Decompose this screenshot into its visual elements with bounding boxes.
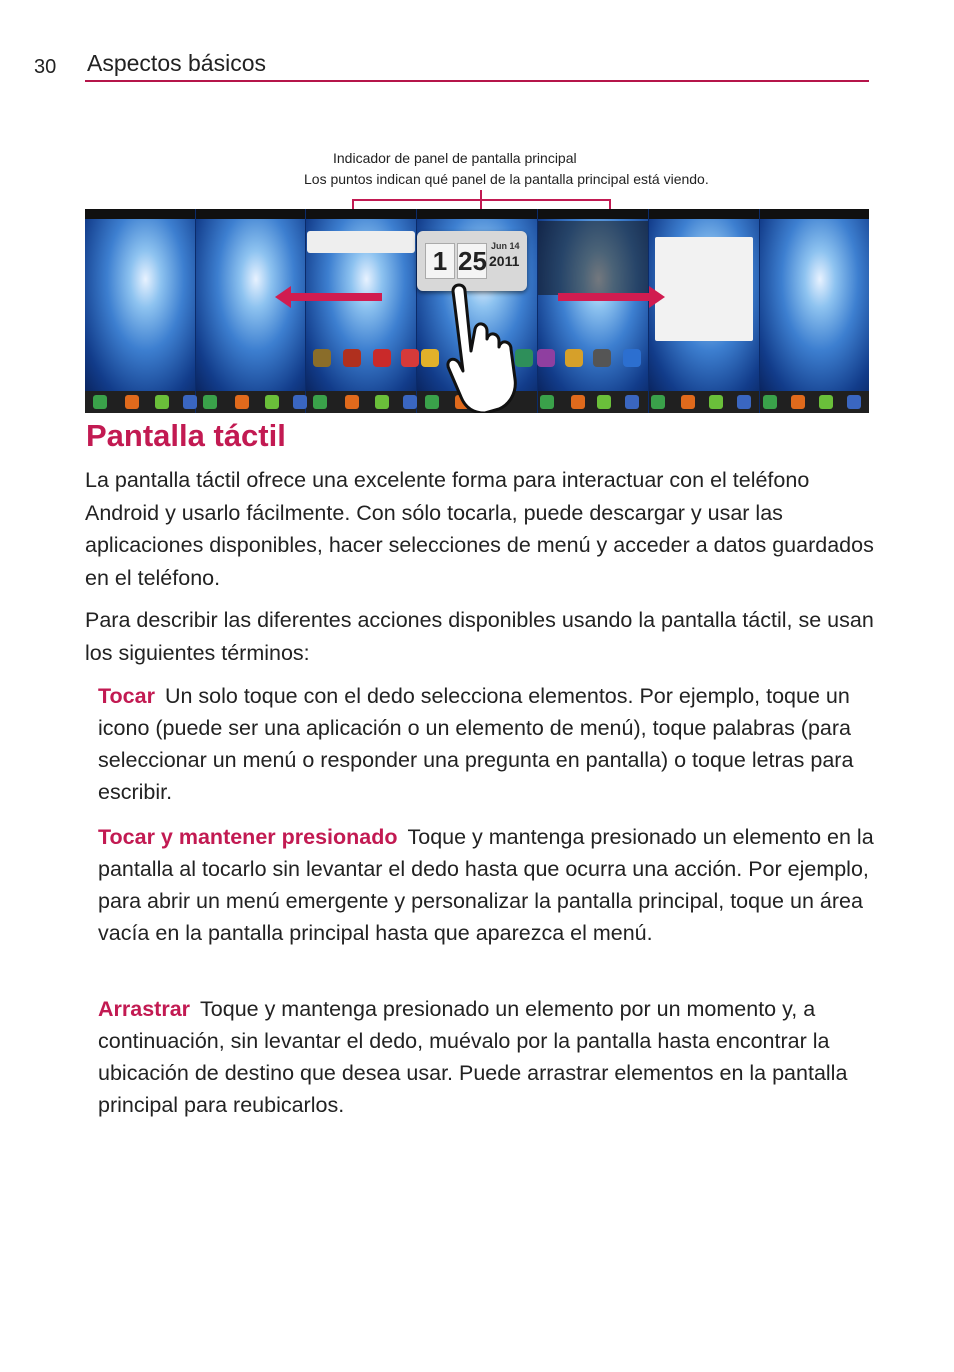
contacts-icon bbox=[125, 395, 139, 409]
term-item-arrastrar bbox=[98, 993, 876, 1121]
pointing-hand-icon bbox=[435, 281, 535, 413]
clock-date: Jun 14 bbox=[491, 241, 520, 251]
home-panel-1 bbox=[85, 209, 195, 413]
figure-caption-title: Indicador de panel de pantalla principal bbox=[333, 150, 577, 166]
contacts-icon bbox=[791, 395, 805, 409]
contacts-icon bbox=[235, 395, 249, 409]
apps-icon bbox=[183, 395, 197, 409]
section-title: Aspectos básicos bbox=[87, 50, 266, 76]
app-icon bbox=[313, 349, 331, 367]
app-icon bbox=[565, 349, 583, 367]
messaging-icon bbox=[155, 395, 169, 409]
app-icon bbox=[537, 349, 555, 367]
term-label: Tocar y mantener presionado bbox=[98, 825, 398, 849]
app-icon bbox=[623, 349, 641, 367]
messaging-icon bbox=[265, 395, 279, 409]
home-panel-7 bbox=[760, 209, 869, 413]
home-panel-2 bbox=[196, 209, 305, 413]
apps-icon bbox=[847, 395, 861, 409]
messaging-icon bbox=[819, 395, 833, 409]
term-item-tocar-y-mantener bbox=[98, 821, 876, 949]
term-label: Arrastrar bbox=[98, 997, 191, 1021]
apps-icon bbox=[737, 395, 751, 409]
messages-widget bbox=[538, 221, 648, 295]
page-heading: Pantalla táctil bbox=[86, 418, 286, 453]
messaging-icon bbox=[597, 395, 611, 409]
favorite-contact-widget bbox=[655, 237, 753, 341]
term-description: Toque y mantenga presionado un elemento por un momento y, a continuación, sin levantar el dedo, muévalo por la pantalla hasta encontrar la ubicación de destino que desea usar. Puede arrastrar elementos en la pantalla principal para reubicarlos. bbox=[98, 997, 848, 1117]
phone-icon bbox=[540, 395, 554, 409]
header-rule bbox=[85, 80, 869, 82]
term-label: Tocar bbox=[98, 684, 155, 708]
contacts-icon bbox=[681, 395, 695, 409]
contacts-icon bbox=[571, 395, 585, 409]
home-screen-panels-illustration bbox=[85, 209, 869, 413]
apps-icon bbox=[293, 395, 307, 409]
messaging-icon bbox=[709, 395, 723, 409]
messaging-icon bbox=[375, 395, 389, 409]
app-icon bbox=[593, 349, 611, 367]
phone-icon bbox=[93, 395, 107, 409]
contacts-icon bbox=[345, 395, 359, 409]
term-description: Un solo toque con el dedo selecciona elementos. Por ejemplo, toque un icono (puede ser una aplicación o un elemento de menú), toque palabras (para seleccionar un menú o responder una pregunta en pantalla) o toque letras para escribir. bbox=[98, 684, 854, 804]
phone-icon bbox=[763, 395, 777, 409]
term-item-tocar bbox=[98, 680, 876, 808]
clock-year: 2011 bbox=[489, 253, 520, 269]
figure-caption-text: Los puntos indican qué panel de la pantalla principal está viendo. bbox=[304, 171, 709, 187]
phone-icon bbox=[203, 395, 217, 409]
apps-icon bbox=[403, 395, 417, 409]
search-widget bbox=[307, 231, 415, 253]
terms-intro-paragraph: Para describir las diferentes acciones disponibles usando la pantalla táctil, se usan los siguientes términos: bbox=[85, 608, 874, 665]
page-number: 30 bbox=[34, 56, 57, 78]
app-icon bbox=[343, 349, 361, 367]
term-description: Toque y mantenga presionado un elemento en la pantalla al tocarlo sin levantar el dedo hasta que ocurra una acción. Por ejemplo, para abrir un menú emergente y personalizar la pantalla principal, toque un área vacía en la pantalla principal hasta que aparezca el menú. bbox=[98, 825, 874, 945]
clock-hour: 1 bbox=[425, 243, 455, 279]
clock-minute: 25 bbox=[457, 243, 487, 279]
intro-paragraph: La pantalla táctil ofrece una excelente forma para interactuar con el teléfono Android y usarlo fácilmente. Con sólo tocarla, puede descargar y usar las aplicaciones disponibles, hacer selecciones de menú y acceder a datos guardados en el teléfono. bbox=[85, 468, 874, 590]
phone-icon bbox=[651, 395, 665, 409]
phone-icon bbox=[313, 395, 327, 409]
app-icon bbox=[373, 349, 391, 367]
app-icon bbox=[401, 349, 419, 367]
apps-icon bbox=[625, 395, 639, 409]
